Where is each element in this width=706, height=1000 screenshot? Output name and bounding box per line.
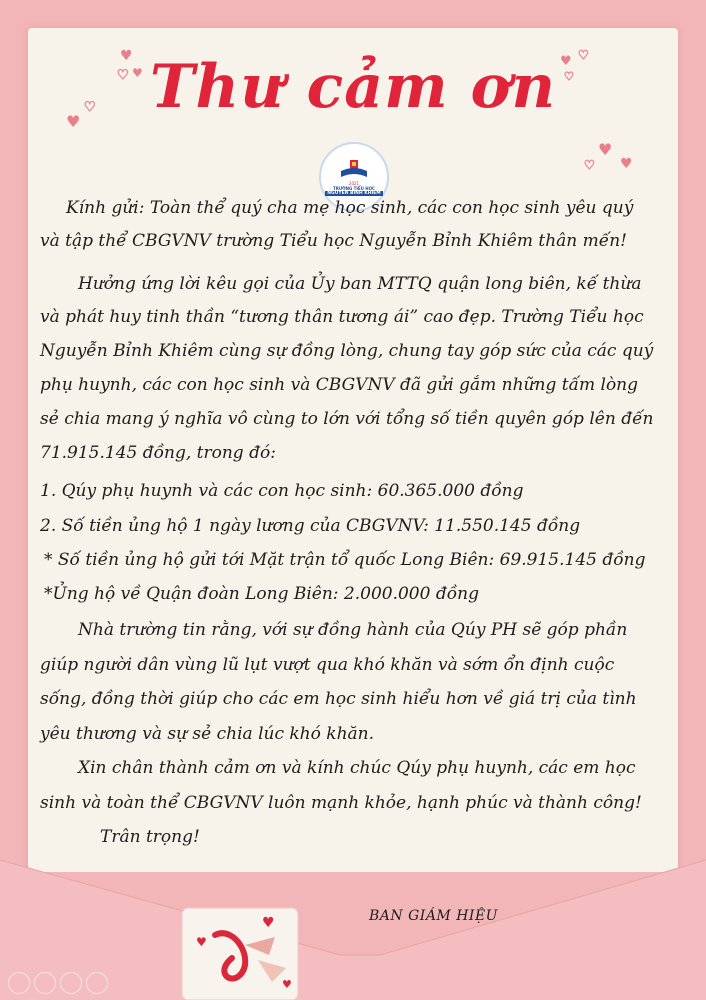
logo-school-name: NGUYỄN BỈNH KHIÊM [327, 190, 381, 196]
bottom-toolbar [8, 972, 108, 994]
book-icon [339, 159, 369, 179]
circle-icon [34, 972, 56, 994]
heart-sticker [182, 908, 298, 1000]
letter-line: sống, đồng thời giúp cho các em học sinh hiểu hơn về giá trị của tình [40, 689, 637, 709]
heart-icon: ♥ [132, 66, 143, 80]
letter-line: Hưởng ứng lời kêu gọi của Ủy ban MTTQ quận long biên, kế thừa [78, 274, 642, 294]
letter-line: 71.915.145 đồng, trong đó: [40, 443, 276, 463]
heart-outline-icon: ♥ [84, 100, 96, 115]
letter-line: Trân trọng! [100, 827, 200, 847]
heart-icon: ♥ [282, 978, 292, 991]
circle-icon [60, 972, 82, 994]
heart-icon: ♥ [196, 935, 207, 949]
logo-year: 2021 [348, 180, 360, 186]
letter-line: Nguyễn Bỉnh Khiêm cùng sự đồng lòng, chung tay góp sức của các quý [40, 341, 654, 361]
heart-icon: ♥ [560, 54, 572, 69]
letter-line: 2. Số tiền ủng hộ 1 ngày lương của CBGVNV: 11.550.145 đồng [40, 516, 581, 536]
letter-line: phụ huynh, các con học sinh và CBGVNV đã gửi gắm những tấm lòng [40, 375, 639, 395]
heart-outline-icon: ♥ [578, 48, 589, 62]
letter-line: * Số tiền ủng hộ gửi tới Mặt trận tổ quốc Long Biên: 69.915.145 đồng [44, 550, 646, 570]
heart-icon: ♥ [620, 156, 633, 172]
letter-line: và phát huy tinh thần “tương thân tương ái” cao đẹp. Trường Tiểu học [40, 307, 644, 327]
letter-line: yêu thương và sự sẻ chia lúc khó khăn. [40, 724, 375, 744]
heart-icon: ♥ [262, 915, 275, 931]
letter-line: Nhà trường tin rằng, với sự đồng hành của Qúy PH sẽ góp phần [78, 620, 628, 640]
letter-line: sinh và toàn thể CBGVNV luôn mạnh khỏe, hạnh phúc và thành công! [40, 793, 642, 813]
heart-icon: ♥ [66, 112, 81, 131]
heart-icon: ♥ [598, 140, 613, 159]
letter-title: Thư cảm ơn [149, 52, 557, 122]
signature: BAN GIÁM HIỆU [369, 908, 498, 924]
letter-line: giúp người dân vùng lũ lụt vượt qua khó khăn và sớm ổn định cuộc [40, 655, 615, 675]
letter-line: sẻ chia mang ý nghĩa vô cùng to lớn với tổng số tiền quyên góp lên đến [40, 409, 654, 429]
circle-icon [8, 972, 30, 994]
letter-line: *Ủng hộ về Quận đoàn Long Biên: 2.000.000 đồng [44, 584, 479, 604]
heart-outline-icon: ♥ [117, 68, 129, 83]
heart-icon: ♥ [120, 48, 133, 64]
circle-icon [86, 972, 108, 994]
letter-line: 1. Qúy phụ huynh và các con học sinh: 60.365.000 đồng [40, 481, 524, 501]
logo-school-type: TRƯỜNG TIỂU HỌC [333, 185, 375, 191]
heart-outline-icon: ♥ [564, 70, 574, 83]
letter-line: và tập thể CBGVNV trường Tiểu học Nguyễn Bỉnh Khiêm thân mến! [40, 231, 627, 251]
letter-line: Xin chân thành cảm ơn và kính chúc Qúy phụ huynh, các em học [78, 758, 636, 778]
heart-outline-icon: ♥ [584, 158, 595, 172]
letter-line: Kính gửi: Toàn thể quý cha mẹ học sinh, các con học sinh yêu quý [66, 198, 634, 218]
